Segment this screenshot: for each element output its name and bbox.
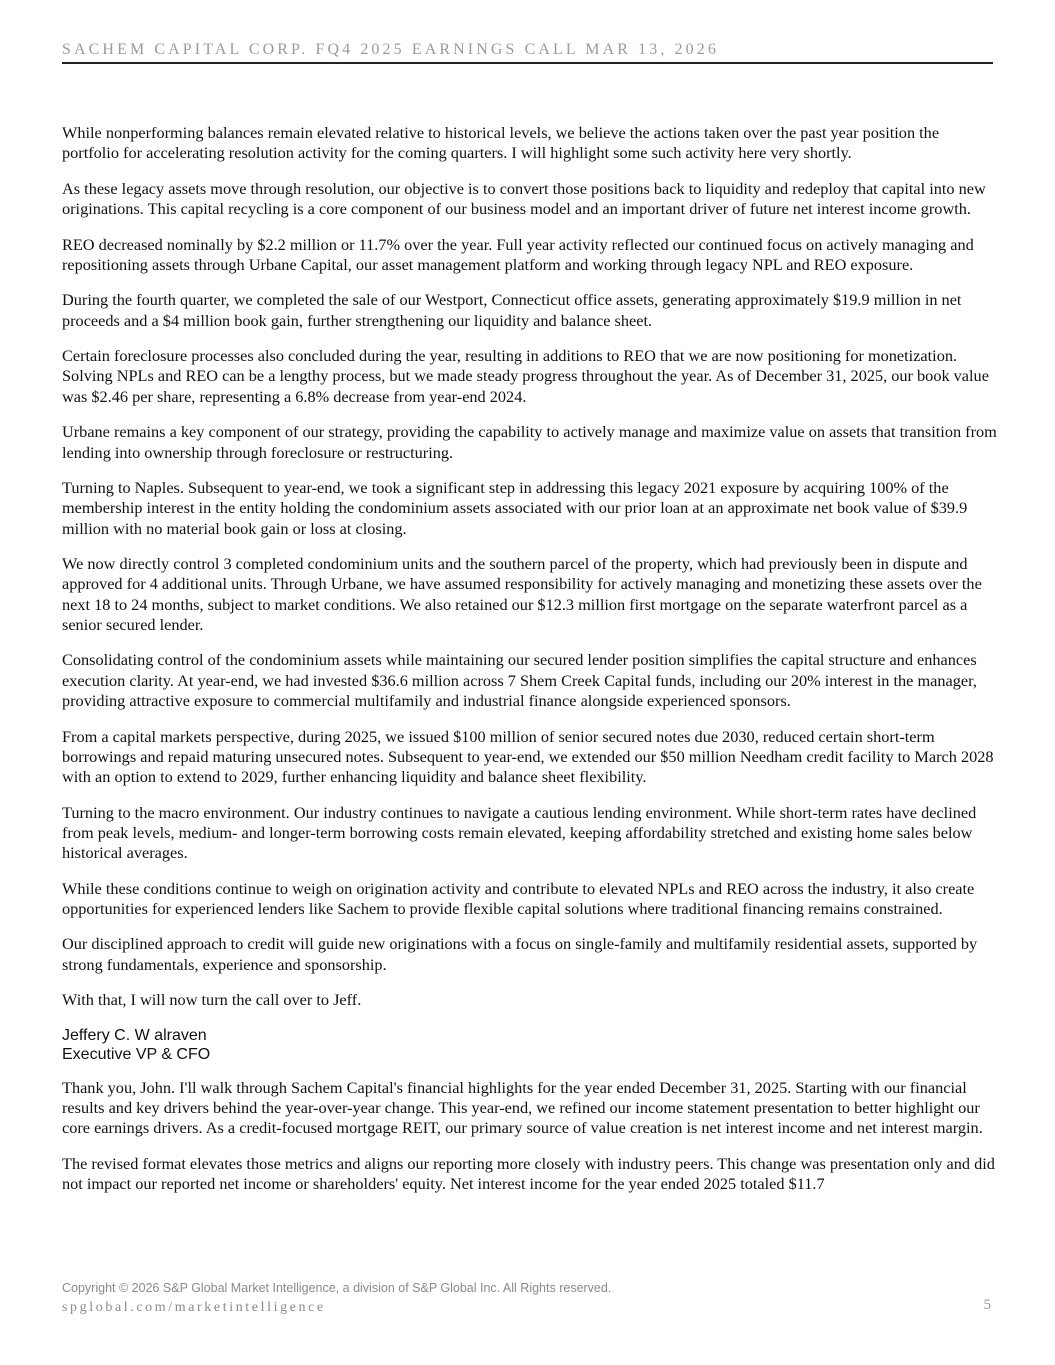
- paragraph: Thank you, John. I'll walk through Sachem Capital's financial highlights for the year ended December 31, 2025. Starting with our financial results and key drivers behind the year-over-year change. This year-end, we refined our income statement presentation to better highlight our core earnings drivers. As a credit-focused mortgage REIT, our primary source of value creation is net interest income and net interest margin.: [62, 1077, 983, 1138]
- speaker-block: [62, 1026, 997, 1064]
- paragraph: We now directly control 3 completed condominium units and the southern parcel of the property, which had previously been in dispute and approved for 4 additional units. Through Urbane, we have assumed responsibility for actively managing and monetizing these assets over the next 18 to 24 months, subject to market conditions. We also retained our $12.3 million first mortgage on the separate waterfront parcel as a senior secured lender.: [62, 554, 982, 634]
- paragraph: As these legacy assets move through resolution, our objective is to convert those positions back to liquidity and redeploy that capital into new originations. This capital recycling is a core component of our business model and an important driver of future net interest income growth.: [62, 178, 986, 219]
- paragraph: Urbane remains a key component of our strategy, providing the capability to actively manage and maximize value on assets that transition from lending into ownership through foreclosure or restructuring.: [62, 422, 997, 462]
- paragraph: During the fourth quarter, we completed the sale of our Westport, Connecticut office assets, generating approximately $19.9 million in net proceeds and a $4 million book gain, further strengthening our liquidity and balance sheet.: [62, 290, 962, 330]
- paragraph: Turning to Naples. Subsequent to year-end, we took a significant step in addressing this legacy 2021 exposure by acquiring 100% of the membership interest in the entity holding the condominium assets associated with our prior loan at an approximate net book value of $39.9 million with no material book gain or loss at closing.: [62, 477, 968, 538]
- paragraph: With that, I will now turn the call over to Jeff.: [62, 990, 362, 1010]
- header-title: SACHEM CAPITAL CORP. FQ4 2025 EARNINGS CALL MAR 13, 2026: [62, 41, 719, 58]
- paragraph: While these conditions continue to weigh on origination activity and contribute to elevated NPLs and REO across the industry, it also create opportunities for experienced lenders like Sachem to provide flexible capital solutions where traditional financing remains constrained.: [62, 878, 975, 918]
- footer-copyright: Copyright © 2026 S&P Global Market Intelligence, a division of S&P Global Inc. All Rights reserved.: [62, 1281, 612, 1295]
- paragraph: Certain foreclosure processes also concluded during the year, resulting in additions to REO that we are now positioning for monetization. Solving NPLs and REO can be a lengthy process, but we made steady progress throughout the year. As of December 31, 2025, our book value was $2.46 per share, representing a 6.8% decrease from year-end 2024.: [62, 346, 989, 406]
- paragraph: Turning to the macro environment. Our industry continues to navigate a cautious lending environment. While short-term rates have declined from peak levels, medium- and longer-term borrowing costs remain elevated, keeping affordability stretched and existing home sales below historical averages.: [62, 802, 977, 863]
- speaker-title: Executive VP & CFO: [62, 1045, 211, 1063]
- paragraph: While nonperforming balances remain elevated relative to historical levels, we believe the actions taken over the past year position the portfolio for accelerating resolution activity for the coming quarters. I will highlight some such activity here very shortly.: [62, 123, 940, 163]
- page-number: 5: [983, 1297, 991, 1313]
- page-header: [62, 40, 993, 64]
- paragraph: Consolidating control of the condominium assets while maintaining our secured lender position simplifies the capital structure and enhances execution clarity. At year-end, we had invested $36.6 million across 7 Shem Creek Capital funds, including our 20% interest in the manager, providing attractive exposure to commercial multifamily and industrial finance alongside experienced sponsors.: [62, 650, 977, 711]
- paragraph: REO decreased nominally by $2.2 million or 11.7% over the year. Full year activity reflected our continued focus on actively managing and repositioning assets through Urbane Capital, our asset management platform and working through legacy NPL and REO exposure.: [62, 234, 974, 274]
- transcript-body: [62, 123, 997, 1210]
- footer-website[interactable]: spglobal.com/marketintelligence: [62, 1300, 326, 1315]
- paragraph: The revised format elevates those metrics and aligns our reporting more closely with industry peers. This change was presentation only and did not impact our reported net income or shareholders' equity. Net interest income for the year ended 2025 totaled $11.7: [62, 1153, 995, 1194]
- speaker-name: Jeffery C. W alraven: [62, 1026, 207, 1044]
- paragraph: From a capital markets perspective, during 2025, we issued $100 million of senior secured notes due 2030, reduced certain short-term borrowings and repaid maturing unsecured notes. Subsequent to year-end, we extended our $50 million Needham credit facility to March 2028 with an option to extend to 2029, further enhancing liquidity and balance sheet flexibility.: [62, 726, 994, 787]
- paragraph: Our disciplined approach to credit will guide new originations with a focus on single-family and multifamily residential assets, supported by strong fundamentals, experience and sponsorship.: [62, 934, 978, 974]
